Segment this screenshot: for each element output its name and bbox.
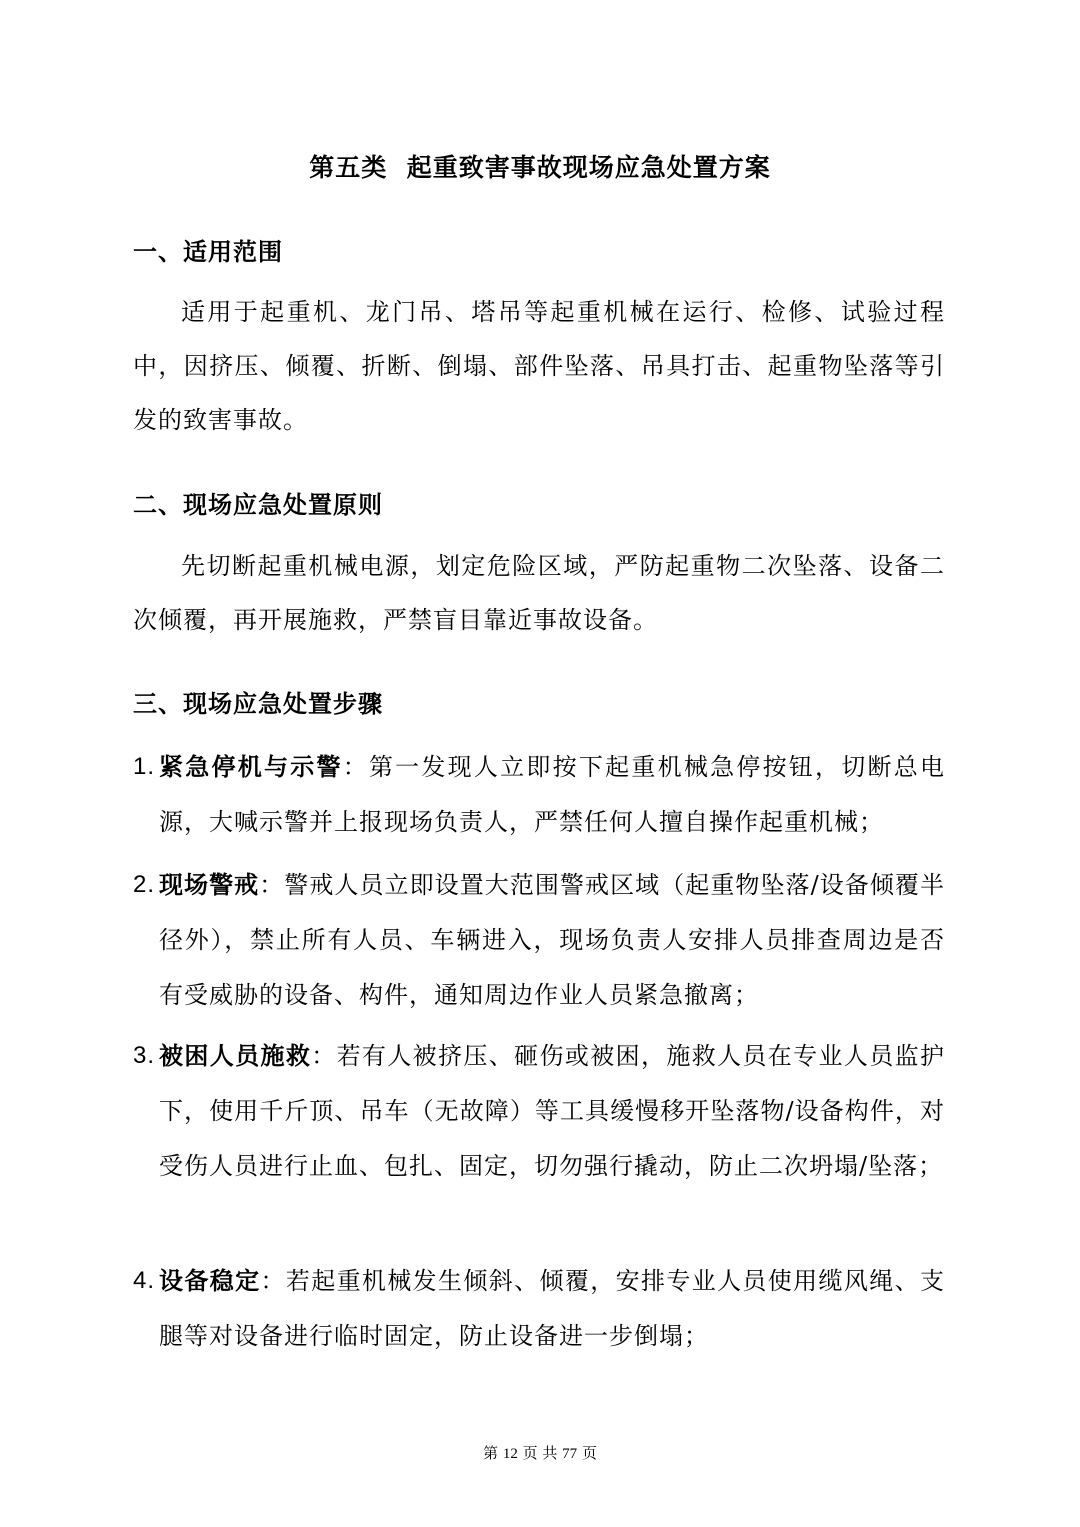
step-item <box>133 1028 945 1194</box>
section-heading-scope: 一、适用范围 <box>133 237 283 266</box>
step-number: 3. <box>133 1042 156 1069</box>
step-number: 2. <box>133 871 156 898</box>
footer-page-number: 12 <box>502 1446 518 1462</box>
section-heading-steps: 三、现场应急处置步骤 <box>133 689 383 718</box>
step-text: ：警戒人员立即设置大范围警戒区域（起重物坠落/设备倾覆半径外），禁止所有人员、车辆进入，现场负责人安排人员排查周边是否有受威胁的设备、构件，通知周边作业人员紧急撤离； <box>159 871 945 1009</box>
footer-suffix: 页 <box>581 1444 597 1462</box>
section-body-scope: 适用于起重机、龙门吊、塔吊等起重机械在运行、检修、试验过程中，因挤压、倾覆、折断、倒塌、部件坠落、吊具打击、起重物坠落等引发的致害事故。 <box>133 298 945 434</box>
section-heading-principles: 二、现场应急处置原则 <box>133 490 383 519</box>
step-item <box>133 857 945 1023</box>
section-body-principles: 先切断起重机械电源，划定危险区域，严防起重物二次坠落、设备二次倾覆，再开展施救，严禁盲目靠近事故设备。 <box>133 552 945 634</box>
page-title: 第五类 起重致害事故现场应急处置方案 <box>309 153 771 182</box>
footer-middle: 页 共 <box>522 1444 558 1462</box>
step-heading: 现场警戒 <box>159 870 260 899</box>
page-footer <box>0 1442 1080 1463</box>
footer-total-pages: 77 <box>562 1446 578 1462</box>
step-heading: 被困人员施救 <box>159 1041 312 1070</box>
step-heading: 紧急停机与示警 <box>159 752 343 781</box>
step-heading: 设备稳定 <box>159 1266 261 1295</box>
step-text: ：若有人被挤压、砸伤或被困，施救人员在专业人员监护下，使用千斤顶、吊车（无故障）等工具缓慢移开坠落物/设备构件，对受伤人员进行止血、包扎、固定，切勿强行撬动，防止二次坍塌/坠落； <box>159 1042 946 1180</box>
step-text: ：第一发现人立即按下起重机械急停按钮，切断总电源，大喊示警并上报现场负责人，严禁任何人擅自操作起重机械； <box>159 753 946 836</box>
step-number: 1. <box>133 753 156 780</box>
footer-prefix: 第 <box>483 1444 499 1462</box>
step-text: ：若起重机械发生倾斜、倾覆，安排专业人员使用缆风绳、支腿等对设备进行临时固定，防止设备进一步倒塌； <box>159 1267 946 1350</box>
step-item <box>133 1253 945 1364</box>
step-item <box>133 739 945 850</box>
step-number: 4. <box>133 1267 156 1294</box>
